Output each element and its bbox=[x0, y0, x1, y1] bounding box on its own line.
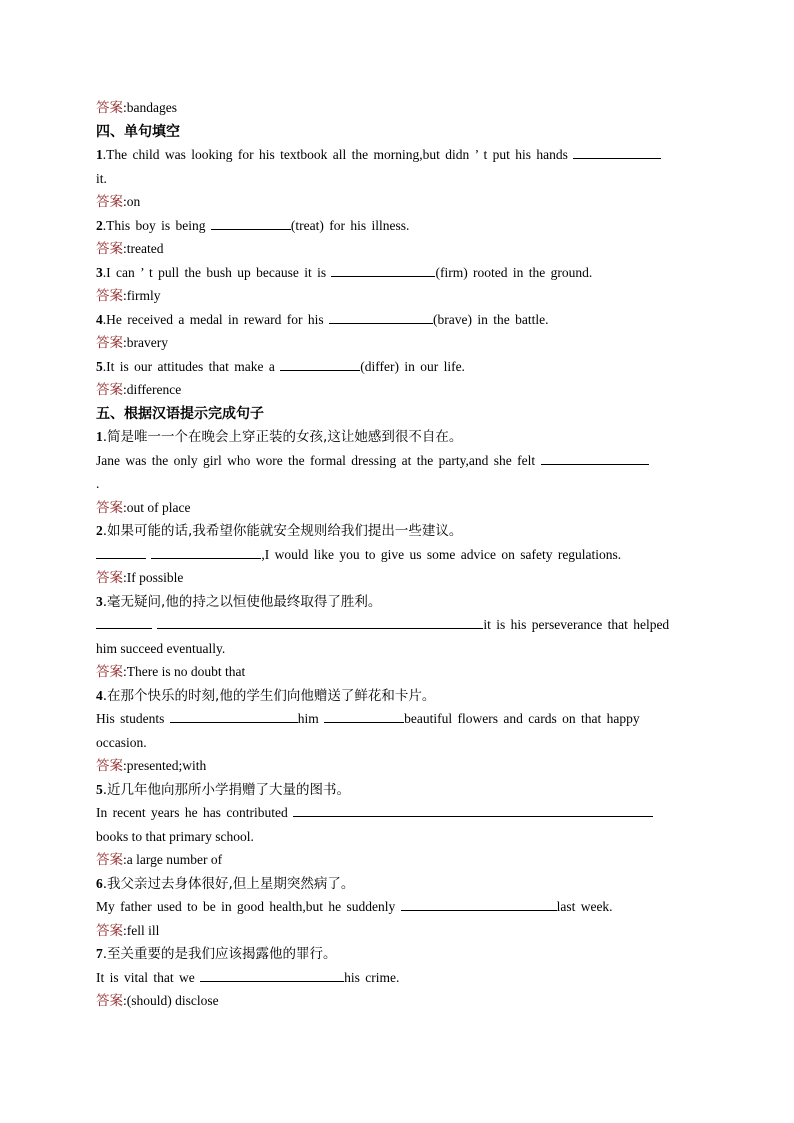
chinese-prompt-text: .近几年他向那所小学捐赠了大量的图书。 bbox=[102, 781, 351, 798]
chinese-prompt bbox=[96, 590, 700, 614]
answer-text: bandages bbox=[126, 100, 177, 115]
answer-text: on bbox=[126, 194, 141, 209]
answer-text: a large number of bbox=[126, 852, 223, 867]
answer-blank[interactable] bbox=[324, 709, 404, 723]
question-text: (differ) in our life. bbox=[360, 358, 465, 374]
answer-text: out of place bbox=[126, 499, 191, 515]
question-continuation bbox=[96, 825, 700, 849]
answer-blank[interactable] bbox=[200, 968, 344, 982]
section-heading bbox=[96, 120, 700, 144]
answer-label: 答案 bbox=[96, 382, 123, 398]
answer-blank[interactable] bbox=[280, 357, 360, 371]
section-heading-text: 四、单句填空 bbox=[96, 123, 180, 140]
answer-colon: : bbox=[123, 664, 127, 679]
chinese-prompt-text: .我父亲过去身体很好,但上星期突然病了。 bbox=[102, 875, 355, 892]
question-text: ,I would like you to give us some advice on safety regulations. bbox=[261, 546, 622, 562]
question-text: it is his perseverance that helped bbox=[483, 617, 670, 632]
question-number: 5 bbox=[96, 781, 103, 797]
answer-label: 答案 bbox=[96, 993, 123, 1009]
question-number: 5 bbox=[96, 358, 103, 374]
question-line bbox=[96, 449, 700, 473]
section-heading bbox=[96, 402, 700, 426]
answer-line bbox=[96, 566, 700, 590]
chinese-prompt bbox=[96, 684, 700, 708]
answer-line bbox=[96, 190, 700, 214]
question-text: My father used to be in good health,but he suddenly bbox=[96, 899, 401, 914]
question-line bbox=[96, 801, 700, 825]
answer-colon: : bbox=[123, 288, 127, 303]
answer-colon: : bbox=[123, 922, 127, 938]
question-number: 4 bbox=[96, 311, 103, 327]
question-line bbox=[96, 214, 700, 238]
continuation-text: it. bbox=[96, 170, 107, 186]
answer-line bbox=[96, 989, 700, 1013]
question-text: .This boy is being bbox=[102, 217, 211, 233]
answer-label: 答案 bbox=[96, 664, 123, 680]
answer-colon: : bbox=[123, 570, 127, 585]
answer-colon: : bbox=[123, 499, 127, 515]
answer-line bbox=[96, 378, 700, 402]
answer-line bbox=[96, 919, 700, 943]
continuation-text: books to that primary school. bbox=[96, 828, 254, 844]
answer-colon: : bbox=[123, 335, 127, 350]
answer-colon: : bbox=[123, 993, 127, 1008]
answer-text: There is no doubt that bbox=[126, 664, 246, 679]
chinese-prompt bbox=[96, 942, 700, 966]
answer-blank[interactable] bbox=[170, 709, 298, 723]
answer-line bbox=[96, 284, 700, 308]
answer-blank[interactable] bbox=[157, 615, 483, 629]
question-number: 4 bbox=[96, 687, 103, 703]
question-line bbox=[96, 143, 700, 167]
question-line bbox=[96, 966, 700, 990]
answer-colon: : bbox=[123, 758, 127, 773]
question-text: (treat) for his illness. bbox=[290, 217, 410, 233]
chinese-prompt-text: .在那个快乐的时刻,他的学生们向他赠送了鲜花和卡片。 bbox=[102, 687, 436, 704]
question-line bbox=[96, 543, 700, 567]
question-text: .It is our attitudes that make a bbox=[102, 358, 281, 374]
answer-blank[interactable] bbox=[329, 310, 433, 324]
chinese-prompt-text: .毫无疑问,他的持之以恒使他最终取得了胜利。 bbox=[102, 593, 382, 610]
answer-text: bravery bbox=[126, 335, 168, 350]
answer-blank[interactable] bbox=[151, 545, 261, 559]
answer-label: 答案 bbox=[96, 758, 123, 774]
chinese-prompt bbox=[96, 872, 700, 896]
question-text: .He received a medal in reward for his bbox=[102, 311, 330, 327]
continuation-text: occasion. bbox=[96, 734, 147, 750]
answer-text: (should) disclose bbox=[126, 993, 219, 1008]
question-text: Jane was the only girl who wore the formal dressing at the party,and she felt bbox=[96, 452, 541, 468]
question-number: 7 bbox=[96, 946, 103, 961]
answer-label: 答案 bbox=[96, 570, 123, 586]
answer-label: 答案 bbox=[96, 335, 123, 351]
question-line bbox=[96, 895, 700, 919]
answer-line bbox=[96, 237, 700, 261]
question-text: It is vital that we bbox=[96, 969, 201, 985]
answer-text: presented;with bbox=[126, 758, 207, 773]
question-line bbox=[96, 261, 700, 285]
answer-text: treated bbox=[126, 241, 164, 256]
question-text: .I can ’ t pull the bush up because it is bbox=[102, 264, 332, 280]
question-continuation bbox=[96, 731, 700, 755]
question-number: 3 bbox=[96, 593, 103, 609]
continuation-text: him succeed eventually. bbox=[96, 640, 226, 656]
question-continuation bbox=[96, 637, 700, 661]
question-number: 1 bbox=[96, 147, 103, 162]
continuation-text: . bbox=[96, 476, 100, 491]
question-text: his crime. bbox=[344, 969, 400, 985]
answer-blank[interactable] bbox=[573, 145, 661, 159]
answer-line bbox=[96, 754, 700, 778]
question-number: 2 bbox=[96, 523, 103, 538]
question-line bbox=[96, 613, 700, 637]
answer-label: 答案 bbox=[96, 922, 123, 939]
answer-colon: : bbox=[123, 241, 127, 256]
question-line bbox=[96, 707, 700, 731]
answer-colon: : bbox=[123, 852, 127, 867]
answer-text: difference bbox=[126, 382, 182, 397]
question-number: 2 bbox=[96, 217, 103, 233]
answer-line bbox=[96, 848, 700, 872]
chinese-prompt-text: .至关重要的是我们应该揭露他的罪行。 bbox=[102, 946, 337, 962]
answer-label: 答案 bbox=[96, 288, 123, 304]
question-number: 3 bbox=[96, 264, 103, 280]
answer-blank[interactable] bbox=[331, 263, 435, 277]
document-page bbox=[96, 96, 700, 1013]
chinese-prompt bbox=[96, 425, 700, 449]
answer-text: If possible bbox=[126, 570, 184, 585]
answer-blank[interactable] bbox=[96, 545, 146, 559]
answer-label: 答案 bbox=[96, 100, 123, 116]
question-continuation bbox=[96, 167, 700, 191]
answer-blank[interactable] bbox=[401, 897, 557, 911]
answer-colon: : bbox=[123, 100, 127, 115]
question-number: 1 bbox=[96, 429, 103, 444]
chinese-prompt bbox=[96, 519, 700, 543]
chinese-prompt-text: .简是唯一一个在晚会上穿正装的女孩,这让她感到很不自在。 bbox=[102, 429, 463, 445]
answer-line bbox=[96, 96, 700, 120]
question-continuation bbox=[96, 472, 700, 496]
answer-blank[interactable] bbox=[293, 803, 653, 817]
question-text: beautiful flowers and cards on that happy bbox=[404, 711, 640, 726]
answer-line bbox=[96, 331, 700, 355]
answer-blank[interactable] bbox=[211, 216, 291, 230]
section-heading-text: 五、根据汉语提示完成句子 bbox=[96, 405, 264, 422]
answer-label: 答案 bbox=[96, 852, 123, 868]
answer-blank[interactable] bbox=[96, 615, 152, 629]
question-text: In recent years he has contributed bbox=[96, 805, 294, 820]
question-text: .The child was looking for his textbook all the morning,but didn ’ t put his hands bbox=[102, 147, 574, 162]
answer-line bbox=[96, 660, 700, 684]
question-text: His students bbox=[96, 711, 170, 726]
answer-text: fell ill bbox=[126, 922, 160, 938]
question-text: (firm) rooted in the ground. bbox=[435, 264, 593, 280]
answer-label: 答案 bbox=[96, 194, 123, 210]
chinese-prompt-text: .如果可能的话,我希望你能就安全规则给我们提出一些建议。 bbox=[102, 523, 463, 539]
question-line bbox=[96, 308, 700, 332]
answer-line bbox=[96, 496, 700, 520]
answer-blank[interactable] bbox=[541, 451, 649, 465]
question-line bbox=[96, 355, 700, 379]
question-text: (brave) in the battle. bbox=[433, 311, 549, 327]
answer-label: 答案 bbox=[96, 241, 123, 257]
answer-colon: : bbox=[123, 194, 127, 209]
question-number: 6 bbox=[96, 875, 103, 891]
answer-text: firmly bbox=[126, 288, 161, 303]
question-text: last week. bbox=[556, 899, 613, 914]
chinese-prompt bbox=[96, 778, 700, 802]
question-text: him bbox=[297, 711, 325, 726]
answer-label: 答案 bbox=[96, 499, 123, 516]
answer-colon: : bbox=[123, 382, 127, 397]
